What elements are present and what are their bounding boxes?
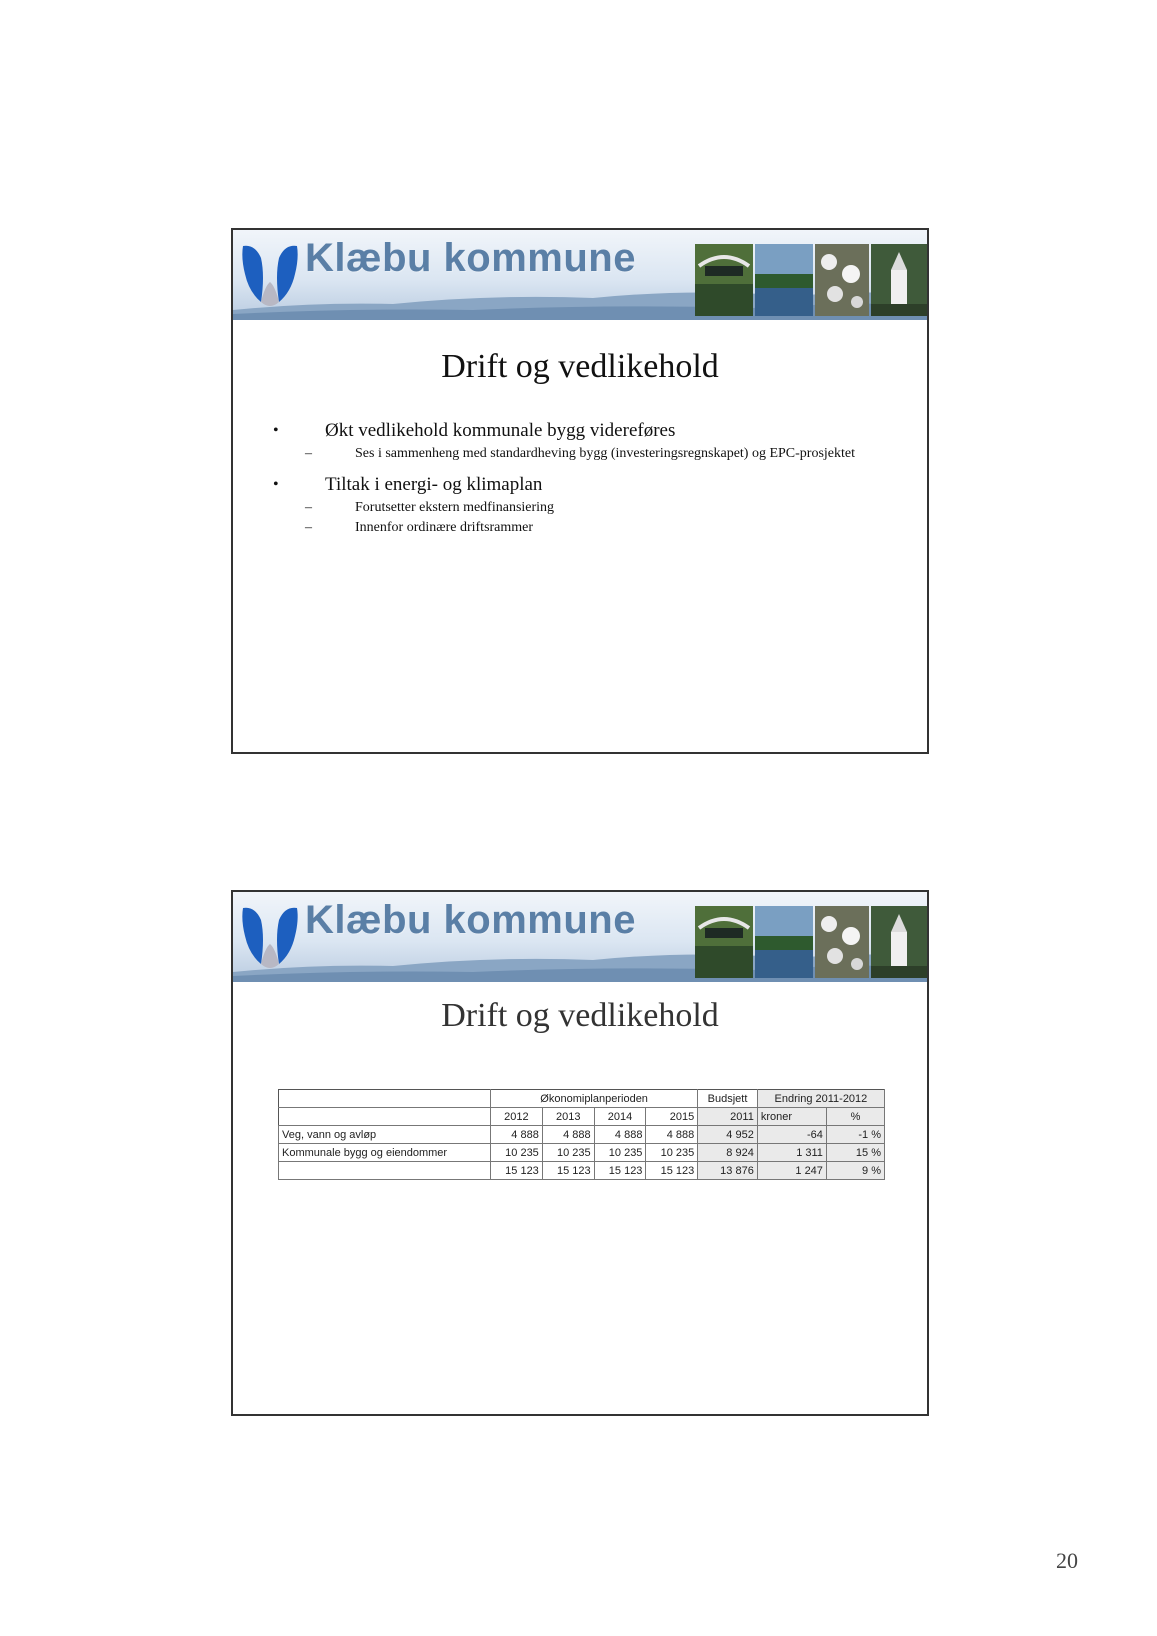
bullet-text: Økt vedlikehold kommunale bygg videreføres [325, 420, 676, 441]
banner-brand: Klæbu kommune [305, 898, 636, 942]
bullet-text: Tiltak i energi- og klimaplan [325, 474, 543, 495]
subheader-cell: 2011 [698, 1108, 758, 1126]
table-row [279, 1126, 885, 1144]
dash-icon: – [305, 446, 312, 461]
photo-flowers-icon [815, 244, 869, 316]
subheader-cell: 2013 [542, 1108, 594, 1126]
header-period: Økonomiplanperioden [491, 1090, 698, 1108]
sub-bullet-item [273, 499, 873, 517]
table-cell: 10 235 [646, 1144, 698, 1162]
table-cell: 10 235 [542, 1144, 594, 1162]
photo-lake-icon [755, 906, 813, 978]
photo-church-icon [871, 244, 927, 316]
subheader-cell: 2015 [646, 1108, 698, 1126]
table-subheader-row [279, 1108, 885, 1126]
banner-brand: Klæbu kommune [305, 236, 636, 280]
table-cell: 4 952 [698, 1126, 758, 1144]
table-cell: 4 888 [542, 1126, 594, 1144]
dash-icon: – [305, 500, 312, 515]
sub-bullet-item [273, 519, 873, 537]
table-cell: 15 123 [542, 1162, 594, 1180]
table-total-row [279, 1162, 885, 1180]
subheader-cell: % [826, 1108, 884, 1126]
table-cell: 1 311 [757, 1144, 826, 1162]
photo-bridge-icon [695, 906, 753, 978]
table-header-row [279, 1090, 885, 1108]
coat-of-arms-icon [241, 902, 299, 974]
dash-icon: – [305, 520, 312, 535]
row-label: Kommunale bygg og eiendommer [279, 1144, 491, 1162]
table-cell: 8 924 [698, 1144, 758, 1162]
banner-photos [695, 244, 927, 316]
table-cell: 10 235 [491, 1144, 543, 1162]
table-cell: 9 % [826, 1162, 884, 1180]
header-change: Endring 2011-2012 [757, 1090, 884, 1108]
table-cell: -64 [757, 1126, 826, 1144]
photo-church-icon [871, 906, 927, 978]
photo-bridge-icon [695, 244, 753, 316]
table-cell: 15 % [826, 1144, 884, 1162]
table-cell: -1 % [826, 1126, 884, 1144]
subheader-cell: 2012 [491, 1108, 543, 1126]
table-cell: 10 235 [594, 1144, 646, 1162]
table-cell: 15 123 [491, 1162, 543, 1180]
bullet-list [273, 415, 873, 537]
table-cell: 1 247 [757, 1162, 826, 1180]
table-cell: 4 888 [491, 1126, 543, 1144]
table-cell: 15 123 [594, 1162, 646, 1180]
slide-1 [231, 228, 929, 754]
table-cell: 4 888 [646, 1126, 698, 1144]
slide-2 [231, 890, 929, 1416]
photo-lake-icon [755, 244, 813, 316]
bullet-dot-icon: • [273, 476, 279, 493]
table-corner-cell [279, 1090, 491, 1108]
table-row [279, 1144, 885, 1162]
sub-bullet-item [273, 445, 873, 463]
page-number: 20 [1056, 1548, 1078, 1573]
header-budget: Budsjett [698, 1090, 758, 1108]
table-cell: 4 888 [594, 1126, 646, 1144]
slide-banner [233, 230, 927, 320]
coat-of-arms-icon [241, 240, 299, 312]
table-corner-cell [279, 1108, 491, 1126]
bullet-item [273, 419, 873, 443]
row-label [279, 1162, 491, 1180]
subheader-cell: kroner [757, 1108, 826, 1126]
slide-banner [233, 892, 927, 982]
subheader-cell: 2014 [594, 1108, 646, 1126]
banner-photos [695, 906, 927, 978]
sub-bullet-text: Ses i sammenheng med standardheving bygg (investeringsregnskapet) og EPC-prosjektet [355, 446, 856, 461]
slide-title: Drift og vedlikehold [441, 997, 719, 1034]
bullet-item [273, 473, 873, 497]
table-cell: 13 876 [698, 1162, 758, 1180]
budget-table [278, 1089, 885, 1180]
photo-flowers-icon [815, 906, 869, 978]
table-cell: 15 123 [646, 1162, 698, 1180]
sub-bullet-text: Forutsetter ekstern medfinansiering [355, 500, 555, 515]
sub-bullet-text: Innenfor ordinære driftsrammer [355, 520, 534, 535]
bullet-dot-icon: • [273, 422, 279, 439]
row-label: Veg, vann og avløp [279, 1126, 491, 1144]
slide-title: Drift og vedlikehold [441, 348, 719, 385]
